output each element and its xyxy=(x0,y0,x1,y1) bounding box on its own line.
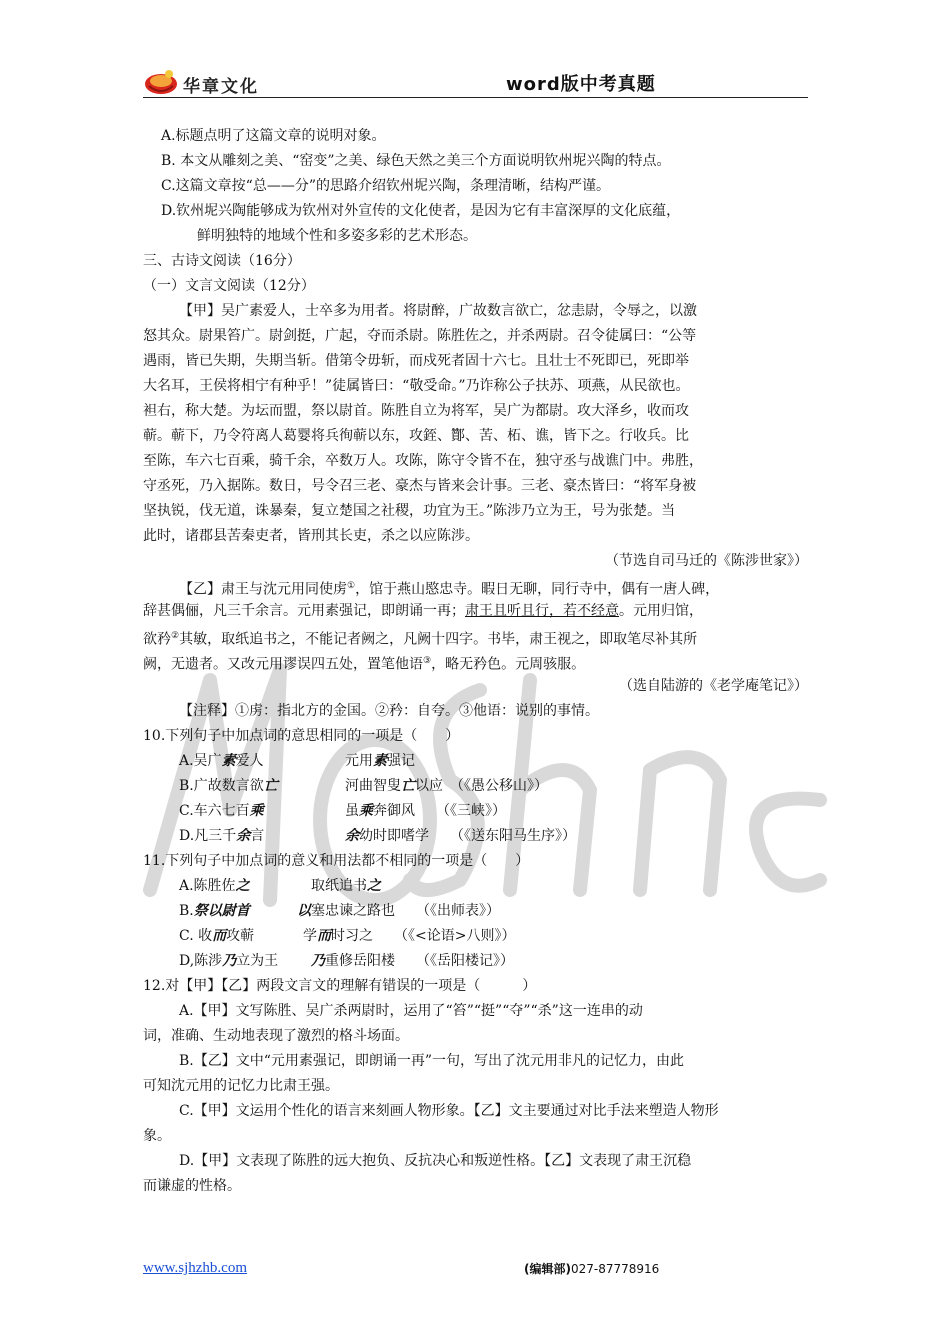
footer-website-link[interactable]: www.sjhzhb.com xyxy=(143,1260,248,1276)
passage-jia-line: 怒其众。尉果笞广。尉剑挺，广起，夺而杀尉。陈胜佐之，并杀两尉。召令徒属曰：“公等 xyxy=(143,328,697,344)
option-d-text-2: 鲜明独特的地域个性和多姿多彩的艺术形态。 xyxy=(197,228,477,244)
header-title: word版中考真题 xyxy=(506,74,656,95)
underlined-sentence: 肃王且听且行，若不经意 xyxy=(465,603,619,619)
passage-yi-line: 辞甚偶俪，凡三千余言。元用素强记，即朗诵一再；肃王且听且行，若不经意。元用归馆， xyxy=(143,603,703,619)
passage-jia-source: （节选自司马迁的《陈涉世家》） xyxy=(605,553,808,569)
passage-jia-line: 此时，诸郡县苦秦吏者，皆刑其长吏，杀之以应陈涉。 xyxy=(143,528,479,544)
q12-option-c-2: 象。 xyxy=(143,1128,171,1144)
passage-jia-line: 坚执锐，伐无道，诛暴秦，复立楚国之社稷，功宜为王。”陈涉乃立为王，号为张楚。当 xyxy=(143,503,676,519)
passage-yi-source: （选自陆游的《老学庵笔记》） xyxy=(619,678,808,694)
q12-option-b-1: B.【乙】文中“元用素强记，即朗诵一再”一句，写出了沈元用非凡的记忆力，由此 xyxy=(179,1053,685,1069)
option-d-text-1: D.钦州坭兴陶能够成为钦州对外宣传的文化使者，是因为它有丰富深厚的文化底蕴， xyxy=(161,203,681,219)
passage-jia-line: 【甲】吴广素爱人，士卒多为用者。将尉醉，广故数言欲亡，忿恚尉，令辱之，以激 xyxy=(179,303,697,319)
passage-yi-line: 【乙】肃王与沈元用同使虏①，馆于燕山愍忠寺。暇日无聊，同行寺中，偶有一唐人碑， xyxy=(179,581,720,598)
q12-option-c-1: C.【甲】文运用个性化的语言来刻画人物形象。【乙】文主要通过对比手法来塑造人物形 xyxy=(179,1103,719,1119)
passage-jia-line: 蕲。蕲下，乃令符离人葛婴将兵徇蕲以东，攻銍、酇、苦、柘、谯，皆下之。行收兵。比 xyxy=(143,428,689,444)
q10-option-a: A.吴广素爱人 元用素强记 xyxy=(179,753,415,769)
q12-option-a-1: A.【甲】文写陈胜、吴广杀两尉时，运用了“笞”“挺”“夺”“杀”这一连串的动 xyxy=(179,1003,643,1019)
q11-option-a: A.陈胜佐之 取纸追书之 xyxy=(179,878,381,894)
passage-jia-line: 守丞死，乃入据陈。数日，号令召三老、豪杰与皆来会计事。三老、豪杰皆曰：“将军身被 xyxy=(143,478,697,494)
q12-option-b-2: 可知沈元用的记忆力比肃王强。 xyxy=(143,1078,339,1094)
q12-option-d-2: 而谦虚的性格。 xyxy=(143,1178,241,1194)
q12-option-d-1: D.【甲】文表现了陈胜的远大抱负、反抗决心和叛逆性格。【乙】文表现了肃王沉稳 xyxy=(179,1153,692,1169)
header-divider xyxy=(143,97,808,98)
footer-contact: (编辑部)027-87778916 xyxy=(524,1262,660,1276)
page-header xyxy=(143,66,808,100)
q10-option-c: C.车六七百乘 虽乘奔御风 （《三峡》） xyxy=(179,803,506,819)
q10-option-b: B.广故数言欲亡 河曲智叟亡以应 （《愚公移山》） xyxy=(179,778,548,794)
option-b-text: B. 本文从雕刻之美、“窑变”之美、绿色天然之美三个方面说明钦州坭兴陶的特点。 xyxy=(161,153,671,169)
passage-jia-line: 大名耳，王侯将相宁有种乎！”徒属皆曰：“敬受命。”乃诈称公子扶苏、项燕，从民欲也。 xyxy=(143,378,690,394)
option-a-text: A.标题点明了这篇文章的说明对象。 xyxy=(161,128,386,144)
section-heading: 三、古诗文阅读（16分） xyxy=(143,253,301,269)
passage-jia-line: 遇雨，皆已失期，失期当斩。借第令毋斩，而戍死者固十六七。且壮士不死即已，死即举 xyxy=(143,353,689,369)
q11-option-d: D,陈涉乃立为王 乃重修岳阳楼 （《岳阳楼记》） xyxy=(179,953,514,969)
annotation-note: 【注释】①虏：指北方的金国。②矜：自夸。③他语：说别的事情。 xyxy=(179,703,599,719)
question-12: 12.对【甲】【乙】两段文言文的理解有错误的一项是（ ） xyxy=(143,978,537,994)
passage-jia-line: 袒右，称大楚。为坛而盟，祭以尉首。陈胜自立为将军，吴广为都尉。攻大泽乡，收而攻 xyxy=(143,403,689,419)
option-c-text: C.这篇文章按“总——分”的思路介绍钦州坭兴陶，条理清晰，结构严谨。 xyxy=(161,178,610,194)
passage-yi-line: 欲矜②其敏，取纸追书之，不能记者阙之，凡阙十四字。书毕，肃王视之，即取笔尽补其所 xyxy=(143,631,698,648)
question-11: 11.下列句子中加点词的意义和用法都不相同的一项是（ ） xyxy=(143,853,530,869)
passage-yi-line: 阙，无遗者。又改元用谬误四五处，置笔他语③，略无矜色。元周骇服。 xyxy=(143,656,586,673)
q10-option-d: D.凡三千余言 余幼时即嗜学 （《送东阳马生序》） xyxy=(179,828,576,844)
question-10: 10.下列句子中加点词的意思相同的一项是（ ） xyxy=(143,728,460,744)
q11-option-c: C. 收而攻蕲 学而时习之 （《<论语>八则》） xyxy=(179,928,516,944)
q12-option-a-2: 词，准确、生动地表现了激烈的格斗场面。 xyxy=(143,1028,409,1044)
q11-option-b: B.祭以尉首 以塞忠谏之路也 （《出师表》） xyxy=(179,903,500,919)
passage-jia-line: 至陈，车六七百乘，骑千余，卒数万人。攻陈，陈守令皆不在，独守丞与战谯门中。弗胜， xyxy=(143,453,703,469)
brand-logo-icon xyxy=(143,66,179,96)
subsection-heading: （一）文言文阅读（12分） xyxy=(143,278,315,294)
brand-name: 华章文化 xyxy=(183,77,259,97)
